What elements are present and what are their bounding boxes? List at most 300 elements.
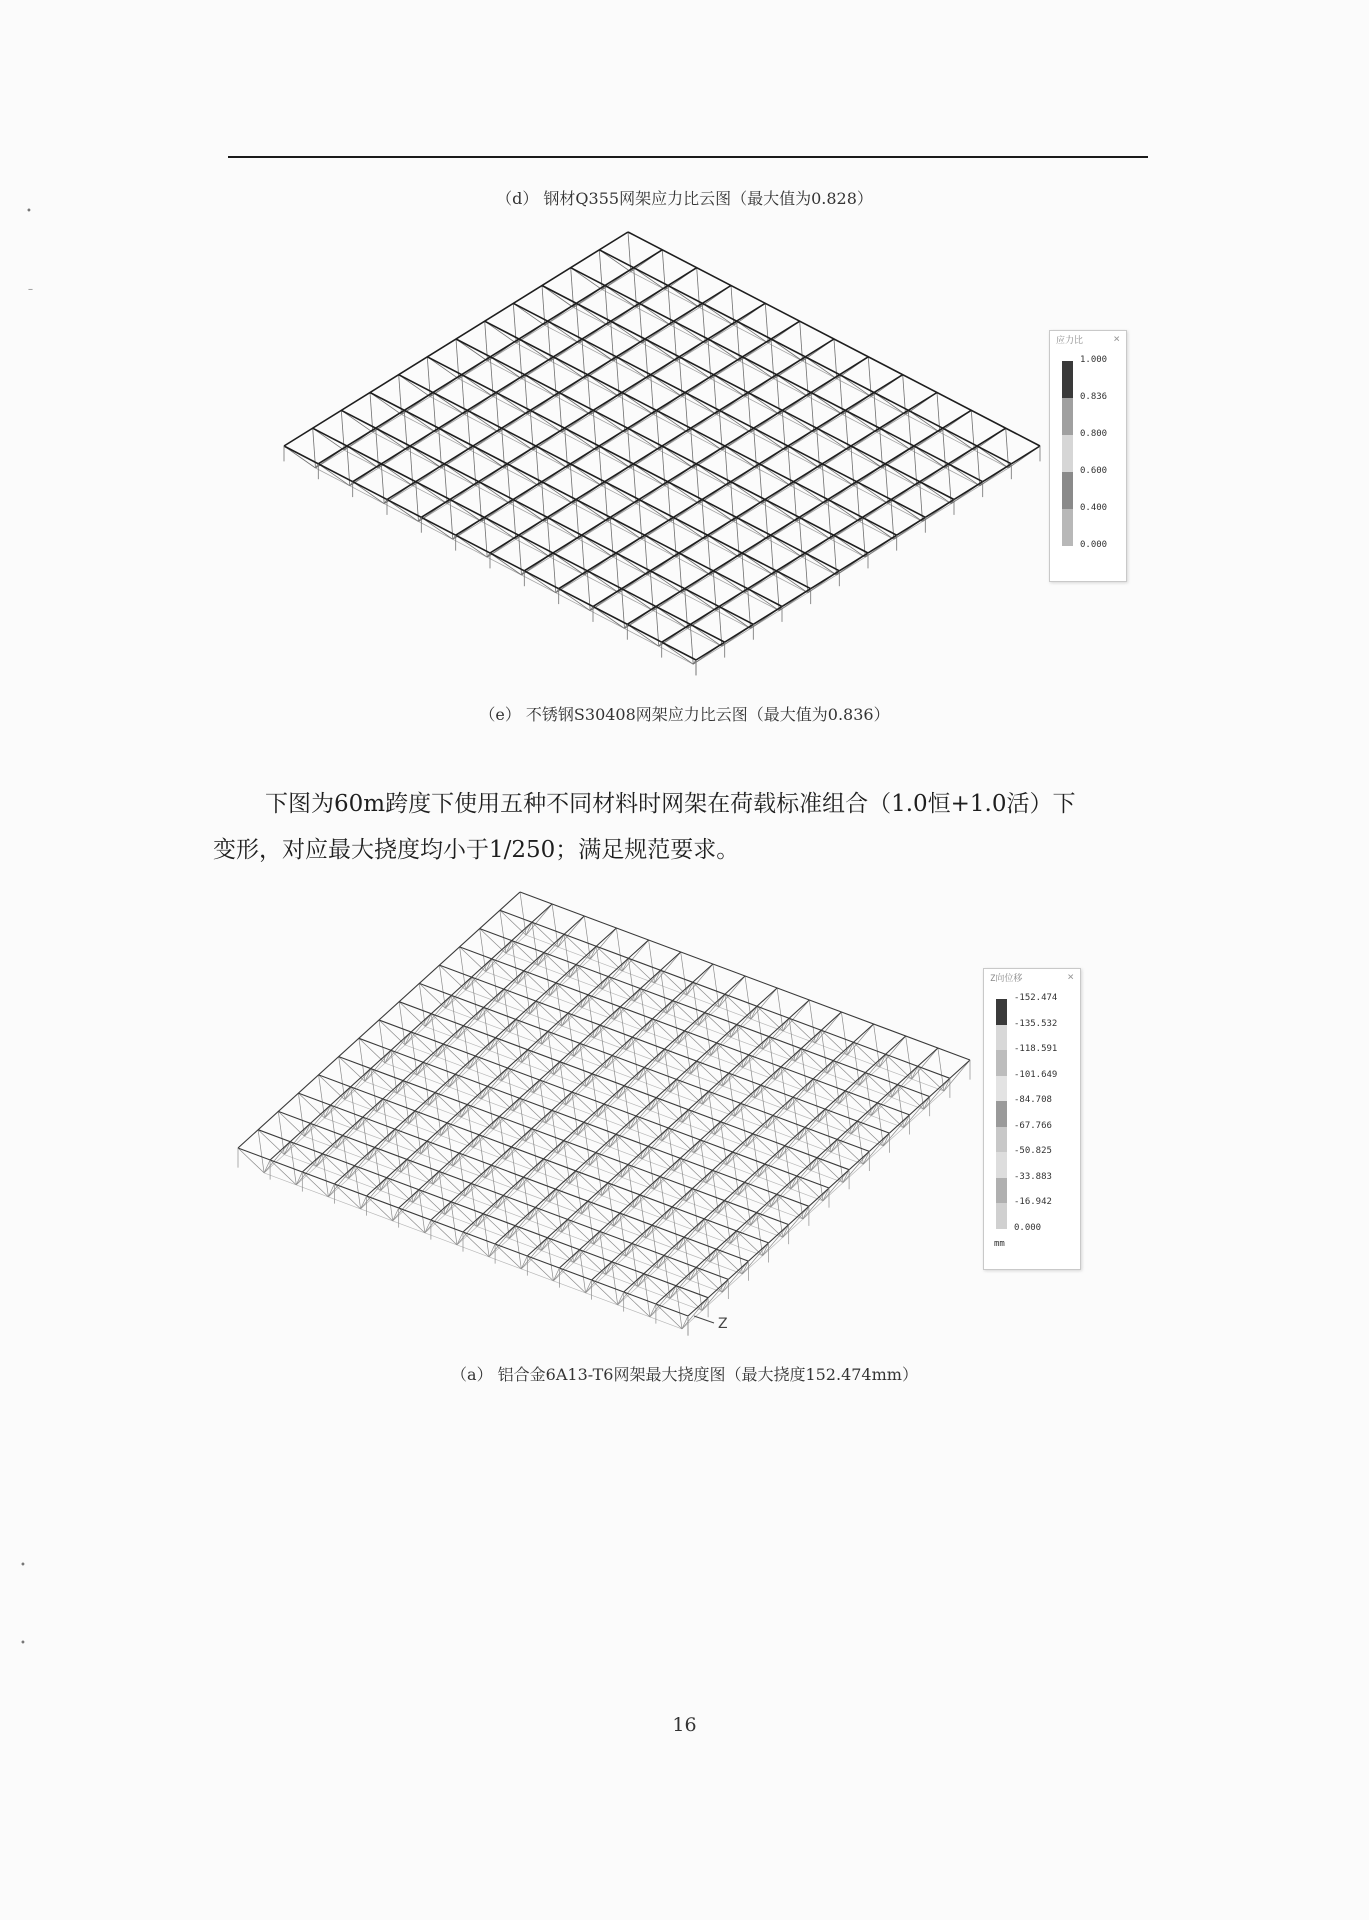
web-member [658,1031,684,1062]
header-rule [228,156,1148,158]
bottom-chord [614,1020,646,1032]
bottom-chord [357,1130,389,1142]
web-member [694,1122,720,1153]
bottom-chord [719,1007,751,1019]
web-member [742,1243,768,1274]
bottom-chord [417,1075,449,1087]
web-member [349,1147,375,1178]
web-member [871,1085,897,1116]
bottom-chord [650,1111,682,1123]
legend-label: 0.000 [1014,1222,1042,1233]
web-member [441,1105,467,1136]
web-member [670,1267,696,1298]
web-member [730,1213,756,1244]
bottom-chord [393,1221,425,1233]
web-member [449,1056,475,1087]
bottom-chord [538,1172,570,1184]
web-member [529,1189,555,1220]
bottom-chord [457,1039,489,1051]
web-member [666,1189,692,1220]
web-member [638,1049,664,1080]
bottom-chord [473,1148,505,1160]
bottom-chord [811,1171,843,1183]
web-member [296,1154,322,1185]
web-member [367,1196,393,1221]
bottom-chord [711,1056,743,1068]
web-member [699,994,725,1025]
bottom-chord [606,1275,638,1287]
close-icon[interactable]: × [1113,332,1120,345]
web-member [527,1256,553,1281]
bottom-chord [558,1153,590,1165]
web-member [421,1123,447,1154]
bottom-chord [477,1227,509,1239]
web-member [469,1038,495,1069]
bottom-chord [586,1087,618,1099]
web-member [431,1220,457,1245]
web-member [465,1165,491,1196]
web-member [522,1031,548,1062]
bottom-chord [602,989,634,1001]
web-member [538,1141,564,1172]
bottom-chord [509,1239,541,1251]
web-member [477,1195,503,1226]
web-member [457,1214,483,1245]
web-member [612,1262,618,1305]
web-member [646,1207,672,1238]
web-member [686,1170,712,1201]
figure-d-caption: （d） 钢材Q355网架应力比云图（最大值为0.828） [496,189,873,208]
bottom-chord [381,1191,413,1203]
top-chord [656,1048,938,1304]
web-member [626,1225,652,1256]
web-member [517,1159,543,1190]
web-member [722,1261,748,1292]
web-member [290,1142,296,1185]
bottom-chord [739,1195,771,1207]
web-member [863,1133,889,1164]
bottom-chord [497,1208,529,1220]
bottom-chord [658,1268,690,1280]
web-member [345,1069,371,1100]
bottom-chord [429,1105,461,1117]
web-member [912,1048,938,1079]
web-member [489,1226,515,1257]
bottom-chord [667,1013,699,1025]
bottom-chord [413,1203,445,1215]
web-member [510,1001,536,1032]
web-member [679,1013,705,1044]
web-member [763,1225,789,1256]
web-member [481,1068,507,1099]
web-member [630,1098,656,1129]
web-member [843,1151,869,1182]
web-member [807,1061,833,1092]
web-member [610,1116,636,1147]
web-member [718,1182,744,1213]
legend-color-swatch [996,999,1007,1025]
bottom-chord [646,1032,678,1044]
web-member [445,977,471,1008]
web-member [783,1206,809,1237]
legend-color-swatch [996,1203,1007,1229]
bottom-chord [655,983,687,995]
bottom-chord [666,1220,698,1232]
bottom-chord [831,1152,863,1164]
bottom-chord [466,990,498,1002]
web-member [451,1202,457,1245]
bottom-chord [658,1062,690,1074]
bottom-chord [751,1019,783,1031]
bottom-chord [912,1079,944,1091]
bottom-chord [449,1087,481,1099]
web-member [463,1232,489,1257]
web-member [702,1279,728,1310]
web-member [655,952,681,983]
web-member [328,1166,354,1197]
web-member [682,1091,708,1122]
bottom-chord [498,1002,530,1014]
web-member [521,1238,547,1269]
bottom-chord [542,1044,574,1056]
bottom-chord [574,1263,606,1275]
bottom-chord [437,1057,469,1069]
legend-title: 应力比 [1056,336,1084,346]
web-member [405,1014,431,1045]
bottom-chord [521,1269,553,1281]
web-member [526,1110,552,1141]
web-member [357,1099,383,1130]
web-member [437,1026,463,1057]
bottom-chord [546,1123,578,1135]
web-member [594,1007,620,1038]
bottom-chord [767,1128,799,1140]
web-member [602,958,628,989]
web-member [546,1092,572,1123]
top-chord [593,393,937,607]
web-member [502,1050,528,1081]
bottom-chord [650,1317,682,1329]
web-member [924,1078,950,1109]
bottom-chord [534,1093,566,1105]
web-member [743,1037,769,1068]
page-number: 16 [672,1714,697,1736]
web-member [334,1184,360,1209]
legend-label: 0.800 [1080,429,1108,439]
web-member [582,977,608,1008]
bottom-chord [730,1244,762,1256]
web-member [316,1135,342,1166]
bottom-chord [646,1238,678,1250]
legend-color-swatch [996,1025,1007,1051]
bottom-chord [694,1153,726,1165]
web-member [711,1025,737,1056]
web-member [791,1158,817,1189]
bottom-chord [735,1116,767,1128]
web-member [365,1050,391,1081]
web-member [723,1055,749,1086]
web-member [690,1249,716,1280]
bottom-chord [630,1129,662,1141]
bottom-chord [485,1178,517,1190]
web-member [284,1123,310,1154]
bottom-chord [421,1154,453,1166]
web-member [779,1127,805,1158]
bottom-chord [574,1056,606,1068]
bottom-chord [594,1038,626,1050]
bottom-chord [703,1104,735,1116]
bottom-chord [747,1147,779,1159]
web-member [654,1158,680,1189]
bottom-chord [304,1136,336,1148]
bottom-chord [687,995,719,1007]
web-member [706,1152,732,1183]
web-member [691,1043,717,1074]
deflection-legend [983,968,1081,1270]
bottom-chord [553,1281,585,1293]
web-member [590,928,616,959]
bottom-chord [710,1262,742,1274]
bottom-chord [361,1209,393,1221]
web-member [409,1093,435,1124]
bottom-chord [682,1123,714,1135]
bottom-chord [718,1213,750,1225]
web-member [547,1238,553,1281]
legend-color-swatch [1062,509,1073,546]
bottom-chord [723,1086,755,1098]
bottom-chord [385,1063,417,1075]
scan-speck: • [20,1638,26,1649]
web-member [847,1024,873,1055]
bottom-chord [296,1185,328,1197]
bottom-chord [783,1031,815,1043]
legend-color-swatch [1062,398,1073,435]
bottom-chord [493,1129,525,1141]
bottom-chord [779,1159,811,1171]
close-icon[interactable]: × [1067,970,1074,983]
web-member [562,1201,588,1232]
web-member [457,1007,483,1038]
bottom-chord [530,1014,562,1026]
web-member [541,1219,567,1250]
bottom-chord [409,1124,441,1136]
legend-color-swatch [996,1178,1007,1204]
web-member [687,964,713,995]
bottom-chord [365,1081,397,1093]
web-member [598,1086,624,1117]
bottom-chord [526,935,558,947]
legend-color-swatch [996,1152,1007,1178]
web-member [763,1018,789,1049]
web-member [514,1080,540,1111]
web-member [325,1087,351,1118]
web-member [377,1081,403,1112]
legend-title: Z向位移 [990,974,1023,984]
legend-color-bar [996,999,1007,1229]
web-member [393,1190,419,1221]
bottom-chord [622,971,654,983]
bottom-chord [517,1190,549,1202]
web-member [755,1067,781,1098]
bottom-chord [610,1147,642,1159]
web-member [759,1146,785,1177]
bottom-chord [502,1081,534,1093]
web-member [646,1001,672,1032]
web-member [369,1129,395,1160]
bottom-chord [847,1055,879,1067]
bottom-chord [706,1183,738,1195]
bottom-chord [445,1215,477,1227]
bottom-chord [815,1043,847,1055]
web-member [783,1000,809,1031]
web-member [553,1250,579,1281]
bottom-chord [827,1073,859,1085]
web-member [461,1086,487,1117]
bottom-chord [686,1201,718,1213]
web-member [795,1030,821,1061]
web-member [586,1262,612,1293]
bottom-chord [425,1233,457,1245]
bottom-chord [691,1074,723,1086]
bottom-chord [626,1050,658,1062]
web-member [361,1178,387,1209]
web-member [322,1154,328,1197]
web-member [656,1304,682,1329]
bottom-chord [731,1037,763,1049]
bottom-chord [490,1051,522,1063]
web-member [397,1062,423,1093]
bottom-chord [590,1165,622,1177]
web-member [815,1012,841,1043]
web-member [530,983,556,1014]
bottom-chord [284,1155,316,1167]
body-paragraph [213,781,1153,873]
bottom-chord [727,1165,759,1177]
web-member [387,1178,393,1221]
web-member [642,1128,668,1159]
legend-color-swatch [996,1127,1007,1153]
top-chord [524,357,868,571]
bottom-chord [425,1027,457,1039]
web-member [703,1073,729,1104]
web-member [735,1085,761,1116]
bottom-chord [670,1299,702,1311]
bottom-chord [397,1093,429,1105]
web-member [771,1176,797,1207]
web-member [578,1104,604,1135]
bottom-chord [505,1160,537,1172]
bottom-chord [690,1280,722,1292]
web-member [570,1153,596,1184]
legend-label: -152.474 [1014,993,1058,1003]
bottom-chord [642,1159,674,1171]
bottom-chord [377,1112,409,1124]
web-member [534,1062,560,1093]
bottom-chord [582,1008,614,1020]
bottom-chord [445,1008,477,1020]
paragraph-line: 变形，对应最大挠度均小于1/250；满足规范要求。 [213,837,740,863]
scan-speck: – [28,284,33,295]
web-member [767,1097,793,1128]
bottom-chord [618,1099,650,1111]
web-member [580,1250,586,1293]
bottom-chord [538,965,570,977]
web-member [238,1148,264,1173]
web-member [667,982,693,1013]
bottom-chord [662,1141,694,1153]
web-member [337,1117,363,1148]
web-member [495,1244,521,1269]
web-member [505,1129,531,1160]
web-member [264,1142,290,1173]
web-member [586,1055,612,1086]
bottom-chord [405,1045,437,1057]
web-member [787,1079,813,1110]
bottom-chord [851,1134,883,1146]
bottom-chord [622,1177,654,1189]
scan-speck: • [26,206,32,217]
web-member [526,904,552,935]
bottom-chord [345,1100,377,1112]
bottom-chord [839,1104,871,1116]
bottom-chord [618,1305,650,1317]
web-member [698,1201,724,1232]
web-member [559,1268,585,1293]
bottom-chord [751,1225,783,1237]
web-member [574,1231,600,1262]
bottom-chord [562,1232,594,1244]
bottom-chord [598,1117,630,1129]
legend-label: -16.942 [1014,1197,1052,1207]
web-member [425,1202,451,1233]
web-member [658,1237,684,1268]
web-member [483,1214,489,1257]
bottom-chord [799,1140,831,1152]
web-member [644,1274,650,1317]
bottom-chord [755,1098,787,1110]
web-member [827,1042,853,1073]
web-member [558,1122,584,1153]
bottom-chord [562,1026,594,1038]
bottom-chord [626,1256,658,1268]
web-member [638,1255,664,1286]
legend-label: -33.883 [1014,1171,1052,1182]
web-member [258,1130,264,1173]
bottom-chord [859,1085,891,1097]
figure-a-caption: （a） 铝合金6A13-T6网架最大挠度图（最大挠度152.474mm） [451,1365,918,1384]
bottom-chord [433,1184,465,1196]
web-member [650,1286,676,1317]
bottom-chord [550,1202,582,1214]
web-member [381,1159,407,1190]
bottom-chord [871,1116,903,1128]
web-member [473,1117,499,1148]
bottom-chord [529,1220,561,1232]
legend-color-swatch [1062,472,1073,509]
web-member [626,1019,652,1050]
bottom-chord [566,1105,598,1117]
web-member [490,1019,516,1050]
web-member [799,1109,825,1140]
web-member [662,1110,688,1141]
bottom-chord [506,953,538,965]
web-member [401,1141,427,1172]
web-member [880,1036,906,1067]
legend-label: 1.000 [1080,355,1108,365]
web-member [554,1043,580,1074]
web-member [592,1280,618,1305]
web-member [498,971,524,1002]
